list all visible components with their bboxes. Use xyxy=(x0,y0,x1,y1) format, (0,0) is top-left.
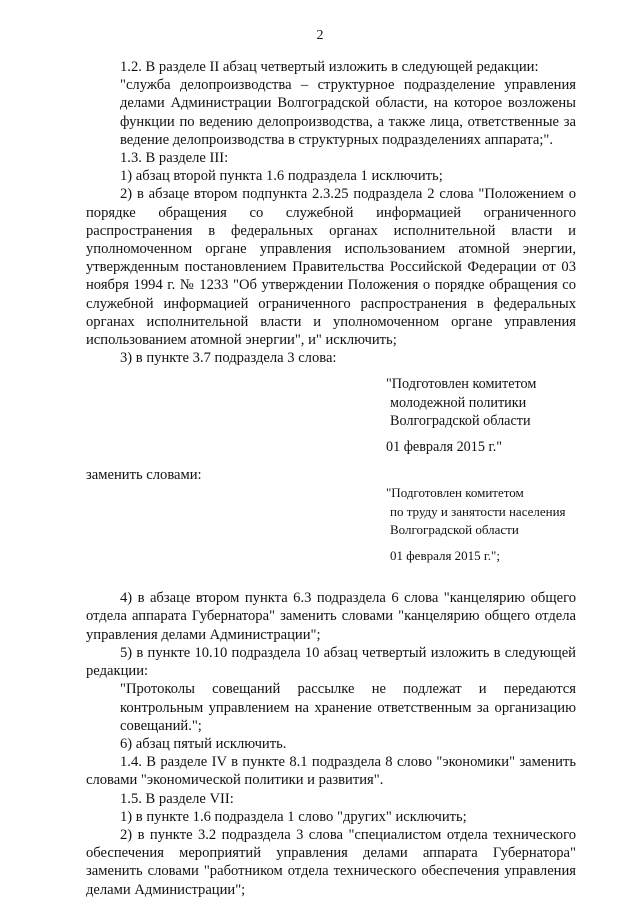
item-2-specialist-replace: 2) в пункте 3.2 подраздела 3 слова "специалистом отдела технического обеспечения мероприятий управления делами аппарата Губернатора" заменить словами "работником отдела технического обеспечения управления делами Администрации"; xyxy=(86,826,576,898)
paragraph-1-2: 1.2. В разделе II абзац четвертый изложить в следующей редакции: xyxy=(120,59,539,75)
signature-block-new xyxy=(386,484,576,565)
replace-with-label: заменить словами: xyxy=(86,467,202,484)
item-4-replace: 4) в абзаце втором пункта 6.3 подраздела 6 слова "канцелярию общего отдела аппарата Губернатора" заменить словами "канцелярию общего отдела управления делами Администрации"; xyxy=(86,590,576,643)
document-body xyxy=(86,58,576,899)
item-5-redaction: 5) в пункте 10.10 подраздела 10 абзац четвертый изложить в следующей редакции: xyxy=(86,644,576,680)
signature-new-line1: "Подготовлен комитетом xyxy=(386,485,524,501)
item-2-exclude-words: 2) в абзаце втором подпункта 2.3.25 подраздела 2 слова "Положением о порядке обращения со служебной информацией ограниченного распространения в федеральных органах исполнительной власти и уполномоченном органе управления использованием атомной энергии, утвержденным постановлением Правительства Российской Федерации от 03 ноября 1994 г. № 1233 "Об утверждении Положения о порядке обращения со служебной информацией ограниченного распространения в федеральных органах исполнительной власти и уполномоченном органе управления использованием атомной энергии", и" исключить; xyxy=(86,186,576,349)
paragraph-1-4: 1.4. В разделе IV в пункте 8.1 подраздела 8 слово "экономики" заменить словами "экономической политики и развития". xyxy=(86,754,576,789)
signature-new-line3: Волгоградской области xyxy=(390,521,519,537)
quoted-definition: "служба делопроизводства – структурное подразделение управления делами Администрации Волгоградской области, на которое возложены функции по ведению делопроизводства, а также лица, ответственные за ведение делопроизводства в структурных подразделениях аппарата;". xyxy=(120,77,576,148)
signature-block-old xyxy=(386,375,576,456)
signature-new-line2: по труду и занятости населения xyxy=(390,503,566,519)
page-number: 2 xyxy=(316,28,324,43)
signature-old-line2: молодежной политики xyxy=(390,394,527,411)
item-6-exclude: 6) абзац пятый исключить. xyxy=(120,735,287,752)
item-3-words: 3) в пункте 3.7 подраздела 3 слова: xyxy=(120,350,337,367)
item-1-exclude: 1) абзац второй пункта 1.6 подраздела 1 исключить; xyxy=(120,168,443,185)
item-1-other-exclude: 1) в пункте 1.6 подраздела 1 слово "других" исключить; xyxy=(120,808,467,825)
signature-new-date: 01 февраля 2015 г."; xyxy=(390,548,500,564)
quoted-protocols: "Протоколы совещаний рассылке не подлежат и передаются контрольным управлением на хранение ответственным за организацию совещаний."; xyxy=(120,681,576,734)
signature-old-line3: Волгоградской области xyxy=(390,412,531,429)
signature-old-date: 01 февраля 2015 г." xyxy=(386,439,503,456)
paragraph-1-5: 1.5. В разделе VII: xyxy=(120,790,234,807)
signature-old-line1: "Подготовлен комитетом xyxy=(386,376,537,393)
paragraph-1-3: 1.3. В разделе III: xyxy=(120,150,229,167)
